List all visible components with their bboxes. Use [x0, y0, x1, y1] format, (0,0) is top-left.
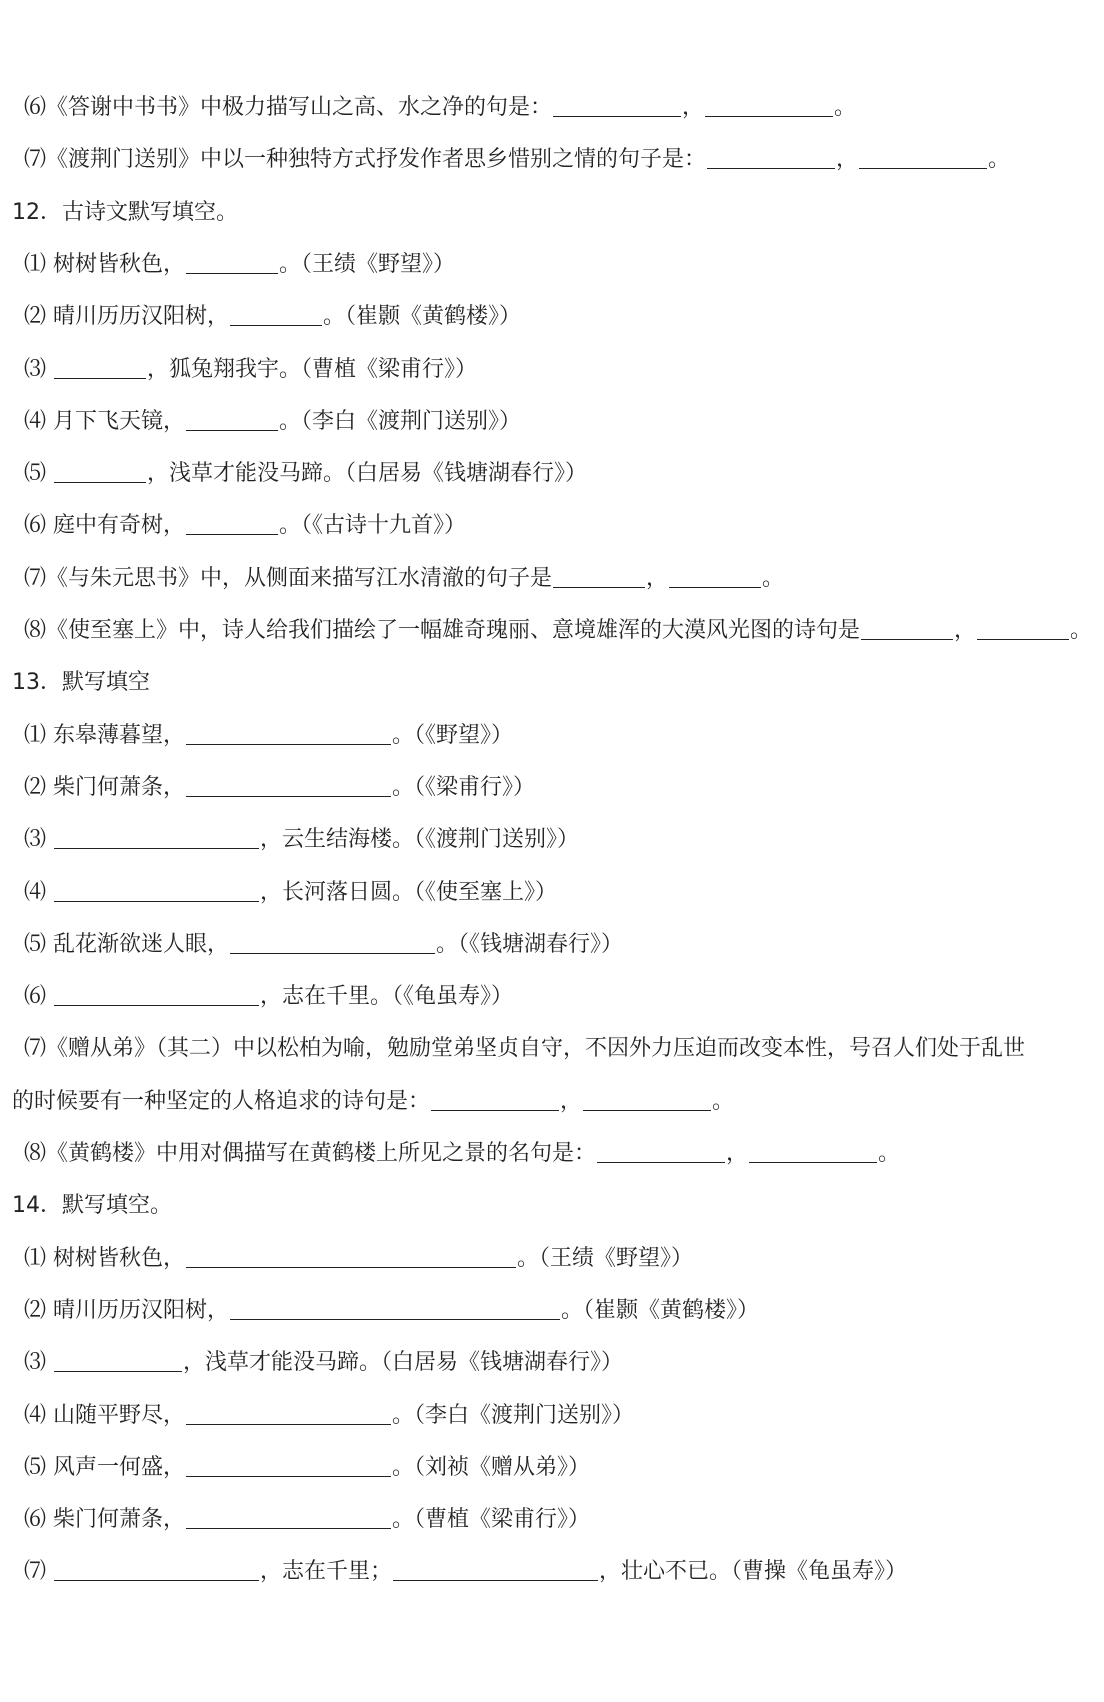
text-segment: ⑹ 庭中有奇树，: [24, 513, 185, 539]
answer-blank[interactable]: [186, 247, 278, 274]
answer-blank[interactable]: [54, 352, 146, 379]
text-segment: ⑴ 东皋薄暮望，: [24, 722, 185, 748]
text-segment: ⑹: [24, 984, 53, 1010]
text-segment: ⑶: [24, 1350, 53, 1376]
text-segment: ⑷ 月下飞天镜，: [24, 408, 185, 434]
text-segment: ⑵ 柴门何萧条，: [24, 774, 185, 800]
question-heading: [0, 663, 1092, 703]
question-heading: [0, 193, 1092, 233]
answer-blank[interactable]: [186, 770, 391, 797]
answer-blank[interactable]: [186, 1398, 391, 1425]
question-line: [0, 873, 1104, 913]
text-segment: ，长河落日圆。（《使至塞上》）: [260, 879, 558, 905]
text-segment: ⑹《答谢中书书》中极力描写山之高、水之净的句是：: [24, 95, 553, 120]
text-segment: ，浅草才能没马蹄。（白居易《钱塘湖春行》）: [147, 461, 588, 487]
text-segment: 。（王绩《野望》）: [279, 251, 456, 277]
text-segment: ，: [560, 1088, 583, 1114]
answer-blank[interactable]: [977, 613, 1069, 640]
answer-blank[interactable]: [859, 142, 987, 169]
answer-blank[interactable]: [54, 822, 259, 849]
question-line: [0, 297, 1104, 337]
text-segment: ⑸: [24, 461, 53, 487]
question-line: [0, 716, 1104, 756]
text-segment: ⑶: [24, 827, 53, 853]
answer-blank[interactable]: [186, 404, 278, 431]
text-segment: 。（李白《渡荆门送别》）: [392, 1402, 635, 1428]
text-segment: ⑷ 山随平野尽，: [24, 1402, 185, 1428]
answer-blank[interactable]: [553, 90, 681, 117]
text-segment: 。（李白《渡荆门送别》）: [279, 408, 522, 434]
question-heading: [0, 1186, 1092, 1226]
text-segment: ⑸ 风声一何盛，: [24, 1454, 185, 1480]
text-segment: ⑴ 树树皆秋色，: [24, 1245, 185, 1271]
answer-blank[interactable]: [186, 1450, 391, 1477]
answer-blank[interactable]: [749, 1136, 877, 1163]
question-line: [0, 402, 1104, 442]
text-segment: ⑻《使至塞上》中，诗人给我们描绘了一幅雄奇瑰丽、意境雄浑的大漠风光图的诗句是: [24, 618, 861, 643]
question-line: [0, 559, 1104, 599]
text-segment: ⑸ 乱花渐欲迷人眼，: [24, 931, 229, 957]
question-line: [0, 350, 1104, 390]
text-segment: ⑵ 晴川历历汉阳树，: [24, 1297, 229, 1323]
answer-blank[interactable]: [431, 1084, 559, 1111]
text-segment: ，云生结海楼。（《渡荆门送别》）: [260, 827, 580, 853]
text-segment: 。（《野望》）: [392, 722, 514, 748]
question-line: [0, 1552, 1104, 1592]
question-line: [0, 611, 1104, 651]
answer-blank[interactable]: [705, 90, 833, 117]
text-segment: ，狐兔翔我宇。（曹植《梁甫行》）: [147, 356, 478, 382]
text-segment: ⑻《黄鹤楼》中用对偶描写在黄鹤楼上所见之景的名句是：: [24, 1141, 597, 1166]
text-segment: 。: [1070, 618, 1093, 643]
text-segment: ，: [954, 618, 977, 643]
answer-blank[interactable]: [186, 1502, 391, 1529]
text-segment: ⑴ 树树皆秋色，: [24, 251, 185, 277]
text-segment: ，: [726, 1141, 749, 1166]
text-segment: ⑹ 柴门何萧条，: [24, 1507, 185, 1533]
text-segment: 的时候要有一种坚定的人格追求的诗句是：: [12, 1088, 431, 1114]
text-segment: ⑺《与朱元思书》中，从侧面来描写江水清澈的句子是: [24, 565, 553, 591]
answer-blank[interactable]: [861, 613, 953, 640]
text-segment: ⑷: [24, 879, 53, 905]
question-line: [0, 1082, 1092, 1122]
answer-blank[interactable]: [54, 875, 259, 902]
text-segment: ⑶: [24, 356, 53, 382]
question-line: [0, 1134, 1104, 1174]
text-segment: 。: [878, 1141, 901, 1166]
question-line: [0, 977, 1104, 1017]
text-segment: 。（《古诗十九首》）: [279, 513, 467, 539]
question-line: [0, 1291, 1104, 1331]
question-line: [0, 1448, 1104, 1488]
text-segment: 。（崔颢《黄鹤楼》）: [561, 1297, 760, 1323]
answer-blank[interactable]: [597, 1136, 725, 1163]
text-segment: ，壮心不已。（曹操《龟虽寿》）: [599, 1559, 908, 1585]
answer-blank[interactable]: [186, 508, 278, 535]
text-segment: 。（《钱塘湖春行》）: [436, 931, 624, 957]
question-line: [0, 506, 1104, 546]
text-segment: ，志在千里。（《龟虽寿》）: [260, 984, 514, 1010]
answer-blank[interactable]: [669, 561, 761, 588]
text-segment: 13．默写填空: [12, 670, 150, 696]
question-line: [0, 925, 1104, 965]
text-segment: ，: [836, 147, 859, 173]
answer-blank[interactable]: [54, 456, 146, 483]
text-segment: ，: [646, 565, 669, 591]
answer-blank[interactable]: [186, 1241, 516, 1268]
answer-blank[interactable]: [230, 299, 322, 326]
answer-blank[interactable]: [54, 1345, 182, 1372]
answer-blank[interactable]: [186, 718, 391, 745]
answer-blank[interactable]: [553, 561, 645, 588]
text-segment: ，志在千里；: [260, 1559, 393, 1585]
question-line: [0, 140, 1104, 180]
answer-blank[interactable]: [230, 927, 435, 954]
question-line: [0, 768, 1104, 808]
text-segment: 。（王绩《野望》）: [517, 1245, 694, 1271]
answer-blank[interactable]: [583, 1084, 711, 1111]
answer-blank[interactable]: [230, 1293, 560, 1320]
question-line: [0, 1343, 1104, 1383]
question-line: [0, 1239, 1104, 1279]
text-segment: ，浅草才能没马蹄。（白居易《钱塘湖春行》）: [183, 1350, 624, 1376]
text-segment: ，: [682, 95, 705, 120]
question-line: [0, 1396, 1104, 1436]
question-line: [0, 245, 1104, 285]
answer-blank[interactable]: [54, 1554, 259, 1581]
question-line: [0, 1500, 1104, 1540]
text-segment: 12．古诗文默写填空。: [12, 199, 238, 225]
text-segment: ⑺《渡荆门送别》中以一种独特方式抒发作者思乡惜别之情的句子是：: [24, 147, 707, 173]
text-segment: 。（刘祯《赠从弟》）: [392, 1454, 591, 1480]
question-line: [0, 88, 1104, 128]
text-segment: ⑺: [24, 1559, 53, 1585]
text-segment: 。（《梁甫行》）: [392, 774, 536, 800]
answer-blank[interactable]: [707, 142, 835, 169]
text-segment: 14．默写填空。: [12, 1193, 172, 1219]
text-segment: 。: [712, 1088, 735, 1114]
question-line: [0, 820, 1104, 860]
text-segment: 。（曹植《梁甫行》）: [392, 1507, 591, 1533]
text-segment: ⑺《赠从弟》（其二）中以松柏为喻，勉励堂弟坚贞自守，不因外力压迫而改变本性，号召人们处于乱世: [24, 1036, 1026, 1062]
text-segment: 。: [988, 147, 1011, 173]
answer-blank[interactable]: [54, 979, 259, 1006]
answer-blank[interactable]: [393, 1554, 598, 1581]
text-segment: 。: [834, 95, 857, 120]
text-segment: 。: [762, 565, 785, 591]
question-line: [0, 454, 1104, 494]
text-segment: 。（崔颢《黄鹤楼》）: [323, 304, 522, 330]
question-line: [0, 1029, 1104, 1069]
text-segment: ⑵ 晴川历历汉阳树，: [24, 304, 229, 330]
